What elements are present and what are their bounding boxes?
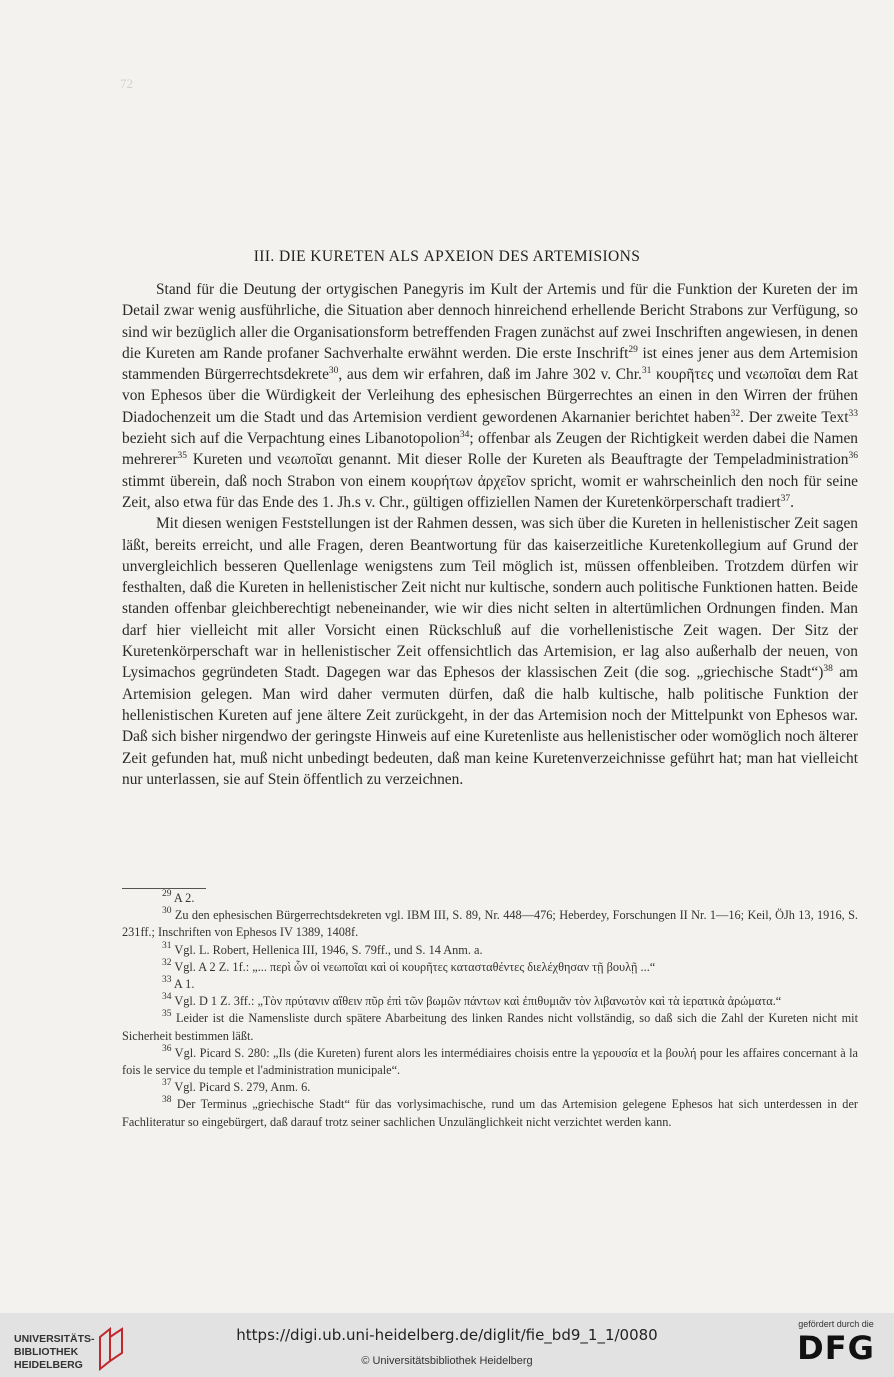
paragraph-2 bbox=[122, 513, 858, 790]
permalink-url[interactable]: https://digi.ub.uni-heidelberg.de/diglit/fie_bd9_1_1/0080 bbox=[236, 1326, 658, 1344]
text-run: Der Terminus „griechische Stadt“ für das vorlysimachische, rund um das Artemision gelegene Ephesos hat sich unterdessen in der Fachliteratur so eingebürgert, daß darauf trotz seiner sachlichen Unzulänglichkeit nicht verzichtet werden kann. bbox=[122, 1097, 858, 1129]
footnote-ref: 35 bbox=[162, 1009, 172, 1020]
footnote-ref: 31 bbox=[162, 940, 172, 951]
footnote-ref: 36 bbox=[162, 1043, 172, 1054]
text-run: Mit diesen wenigen Feststellungen ist der Rahmen dessen, was sich über die Kureten in hellenistischer Zeit sagen läßt, bereits erreicht, und alle Fragen, deren Beantwortung für das kaiserzeitliche Kuretenkollegium auf Grund der unvergleichlich besseren Quellenlage wenigstens zum Teil möglich ist, müssen offenbleiben. Trotzdem dürfen wir festhalten, daß die Kureten in hellenistischer Zeit nicht nur kultische, sondern auch politische Funktionen hatten. Beide standen offenbar gleichberechtigt nebeneinander, wie wir dies nicht selten in altertümlichen Ordnungen finden. Man darf hier vielleicht mit aller Vorsicht einen Rückschluß auf die vorhellenistische Zeit wagen. Der Sitz der Kuretenkörperschaft war in hellenistischer Zeit offensichtlich das Artemision, er lag also außerhalb der neuen, von Lysimachos gegründeten Stadt. Dagegen war das Ephesos der klassischen Zeit (die sog. „griechische Stadt“) bbox=[122, 515, 858, 682]
text-run: Vgl. Picard S. 280: „Ils (die Kureten) furent alors les intermédiaires choisis entre la γερουσία et la βουλή pour les affaires concernant à la fois le service du temple et l'administration municipale“. bbox=[122, 1045, 858, 1078]
footnote-ref: 32 bbox=[730, 408, 741, 419]
footnote-ref: 30 bbox=[162, 906, 172, 917]
footnote bbox=[122, 993, 858, 1010]
footnote-ref: 36 bbox=[848, 451, 858, 462]
footnote-ref: 32 bbox=[162, 957, 172, 968]
text-run: stimmt überein, daß noch Strabon von einem κουρήτων ἀρχεῖον spricht, womit er wahrscheinlich den noch für seine Zeit, also etwa für das Ende des 1. Jh.s v. Chr., gültigen offiziellen Namen der Kuretenkörperschaft tradiert bbox=[122, 472, 858, 511]
footnote-ref: 38 bbox=[823, 664, 833, 675]
text-run: . Der zweite Text bbox=[740, 408, 849, 426]
dfg-wordmark: DFG bbox=[797, 1329, 875, 1367]
footnote-ref: 33 bbox=[848, 408, 858, 419]
text-run: ist eines jener aus dem Artemision stammenden Bürgerrechtsdekrete bbox=[122, 344, 858, 384]
footnote bbox=[122, 1096, 858, 1130]
logo-line-2: BIBLIOTHEK bbox=[14, 1346, 79, 1358]
footnote-ref: 34 bbox=[459, 430, 470, 441]
text-run: A 2. bbox=[171, 891, 195, 905]
text-run: Zu den ephesischen Bürgerrechtsdekreten vgl. IBM III, S. 89, Nr. 448—476; Heberdey, Forschungen II Nr. 1—16; Keil, ÖJh 13, 1916, S. 231ff.; Inschriften von Ephesos IV 1389, 1408f. bbox=[122, 908, 858, 940]
footnote-ref: 34 bbox=[162, 992, 172, 1003]
logo-line-1: UNIVERSITÄTS- bbox=[14, 1333, 95, 1345]
footnote bbox=[122, 959, 858, 976]
footnote bbox=[122, 976, 858, 993]
footnote-ref: 38 bbox=[162, 1095, 172, 1106]
footnote bbox=[122, 907, 858, 941]
dfg-logo[interactable] bbox=[792, 1319, 880, 1373]
footnotes bbox=[122, 890, 858, 1131]
text-run: , aus dem wir erfahren, daß im Jahre 302 v. Chr. bbox=[338, 366, 642, 384]
footnote bbox=[122, 1045, 858, 1079]
paragraph-1 bbox=[122, 279, 858, 513]
faint-page-number: 72 bbox=[120, 76, 133, 91]
text-run: Vgl. A 2 Z. 1f.: „... περὶ ὧν οἱ νεωποῖαι καὶ οἱ κουρῆτες κατασταθέντες διελέχθησαν τῇ βουλῇ ...“ bbox=[171, 959, 656, 974]
footnote-ref: 37 bbox=[780, 493, 791, 504]
footnote-ref: 31 bbox=[641, 366, 652, 377]
text-run: Stand für die Deutung der ortygischen Panegyris im Kult der Artemis und für die Funktion der Kureten der im Detail zwar wenig ausführliche, die Situation aber dennoch hinreichend erhellende Bericht Strabons zur Verfügung, so sind wir bezüglich aller die Organisationsform betreffenden Fragen zunächst auf zwei Inschriften angewiesen, in denen die Kureten am Rande profaner Sachverhalte erwähnt werden. Die erste Inschrift bbox=[122, 281, 858, 362]
footnote-ref: 30 bbox=[328, 366, 339, 377]
footnote bbox=[122, 1010, 858, 1044]
logo-line-3: HEIDELBERG bbox=[14, 1359, 83, 1371]
text-run: Vgl. D 1 Z. 3ff.: „Τὸν πρύτανιν αἴθειν πῦρ ἐπὶ τῶν βωμῶν πάντων καὶ ἐπιθυμιᾶν τὸν λιβανωτὸν καὶ τὰ ἱερατικὰ ἀρώματα.“ bbox=[171, 994, 782, 1009]
footnote-ref: 29 bbox=[162, 889, 172, 899]
footnote bbox=[122, 890, 858, 907]
text-run: bezieht sich auf die Verpachtung eines Libanotopolion bbox=[122, 430, 460, 448]
text-run: ; offenbar als Zeugen der Richtigkeit werden dabei die Namen mehrerer bbox=[122, 430, 858, 469]
text-run: Vgl. L. Robert, Hellenica III, 1946, S. 79ff., und S. 14 Anm. a. bbox=[171, 942, 483, 957]
copyright-text: © Universitätsbibliothek Heidelberg bbox=[361, 1355, 533, 1367]
text-run: Vgl. Picard S. 279, Anm. 6. bbox=[171, 1080, 311, 1095]
text-run: Kureten und νεωποῖαι genannt. Mit dieser Rolle der Kureten als Beauftragte der Tempeladministration bbox=[187, 451, 849, 469]
footnote-ref: 35 bbox=[177, 451, 188, 462]
funding-label: gefördert durch die bbox=[798, 1319, 874, 1329]
footnote bbox=[122, 1079, 858, 1096]
text-run: am Artemision gelegen. Man wird daher vermuten dürfen, daß die halb kultische, halb politische Funktion der hellenistischen Kureten auf jene ältere Zeit zurückgeht, in der das Artemision noch der Mittelpunkt von Ephesos war. Daß sich bisher nirgendwo der geringste Hinweis auf eine Kuretenliste aus hellenistischer oder womöglich noch älterer Zeit gefunden hat, muß nicht unbedingt bedeuten, daß man keine Kuretenverzeichnisse geführt hat; man hat vielleicht nur unterlassen, sie auf Stein öffentlich zu verzeichnen. bbox=[122, 664, 858, 788]
body-text bbox=[122, 279, 858, 790]
text-run: Leider ist die Namensliste durch spätere Abarbeitung des linken Randes nicht vollständig, so daß sich die Zahl der Kureten nicht mit Sicherheit bestimmen läßt. bbox=[122, 1011, 858, 1043]
text-run: κουρῆτες und νεωποῖαι dem Rat von Ephesos über die Würdigkeit der Verleihung des ephesischen Bürgerrechtes an einen in den Wirren der frühen Diadochenzeit um die Stadt und das Artemision verdient gewordenen Akarnanier berichtet haben bbox=[122, 366, 859, 426]
text-run: . bbox=[790, 493, 794, 511]
footnote-ref: 37 bbox=[162, 1078, 172, 1089]
footnote-ref: 29 bbox=[628, 344, 638, 355]
footnote bbox=[122, 942, 858, 959]
text-run: A 1. bbox=[171, 977, 195, 992]
footnote-ref: 33 bbox=[162, 975, 172, 986]
footer-bar bbox=[0, 1313, 894, 1377]
section-heading: III. DIE KURETEN ALS ΑΡΧΕΙΟΝ DES ARTEMISIONS bbox=[253, 248, 641, 265]
